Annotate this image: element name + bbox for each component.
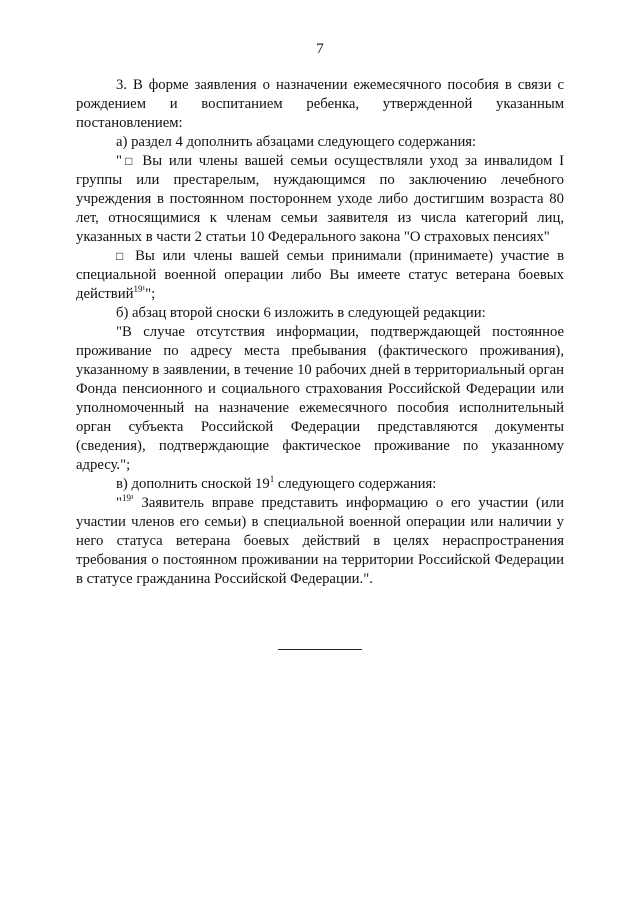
footnote-superscript: 1 <box>269 474 275 485</box>
paragraph-c-end: следующего содержания: <box>274 476 437 492</box>
paragraph-b-heading: б) абзац второй сноски 6 изложить в следующей редакции: <box>116 305 486 321</box>
closing-quote: "; <box>145 286 156 302</box>
paragraph-checkbox-care <box>76 152 564 247</box>
paragraph-checkbox-svo <box>76 247 564 304</box>
checkbox-care-text: Вы или члены вашей семьи осуществляли уход за инвалидом I группы или престарелым, нуждающимся по заключению лечебного учреждения в постоянном постороннем уходе либо достигшим возраста 80 лет, относящимися к членам семьи заявителя из числа категорий лиц, указанных в части 2 статьи 10 Федерального закона "О страховых пенсиях" <box>76 153 564 245</box>
checkbox-icon: □ <box>116 249 128 263</box>
opening-quote: " <box>116 153 122 169</box>
footnote-marker: 19¹ <box>122 493 134 504</box>
paragraph-footnote-6-text: "В случае отсутствия информации, подтверждающей постоянное проживание по адресу места пребывания (фактического проживания), указанному в заявлении, в течение 10 рабочих дней в территориальный орган Фонда пенсионного и социального страхования Российской Федерации или уполномоченный на назначение ежемесячного пособия исполнительный орган субъекта Российской Федерации представляются документы (сведения), подтверждающие фактическое проживание по указанному адресу."; <box>76 324 564 473</box>
checkbox-icon: □ <box>122 154 136 168</box>
checkbox-svo-text: Вы или члены вашей семьи принимали (принимаете) участие в специальной военной операции либо Вы имеете статус ветерана боевых действий <box>76 248 564 302</box>
paragraph-c-start: в) дополнить сноской 19 <box>116 476 270 492</box>
paragraph-a-heading: а) раздел 4 дополнить абзацами следующего содержания: <box>116 134 477 150</box>
paragraph-footnote-19-text <box>76 494 564 589</box>
footnote-19-body: Заявитель вправе представить информацию о его участии (или участии членов его семьи) в специальной военной операции или наличии у него статуса ветерана боевых действий в целях нераспространения требования о постоянном проживании на территории Российской Федерации в статусе гражданина Российской Федерации.". <box>76 495 564 587</box>
page-number: 7 <box>316 41 324 57</box>
paragraph-c-heading <box>76 475 564 494</box>
separator-line <box>278 649 362 650</box>
document-body <box>76 76 564 589</box>
opening-quote: " <box>116 495 122 511</box>
footnote-reference: 19¹ <box>133 284 146 295</box>
paragraph-3-intro: 3. В форме заявления о назначении ежемесячного пособия в связи с рождением и воспитанием ребенка, утвержденной указанным постановлением: <box>76 77 564 131</box>
